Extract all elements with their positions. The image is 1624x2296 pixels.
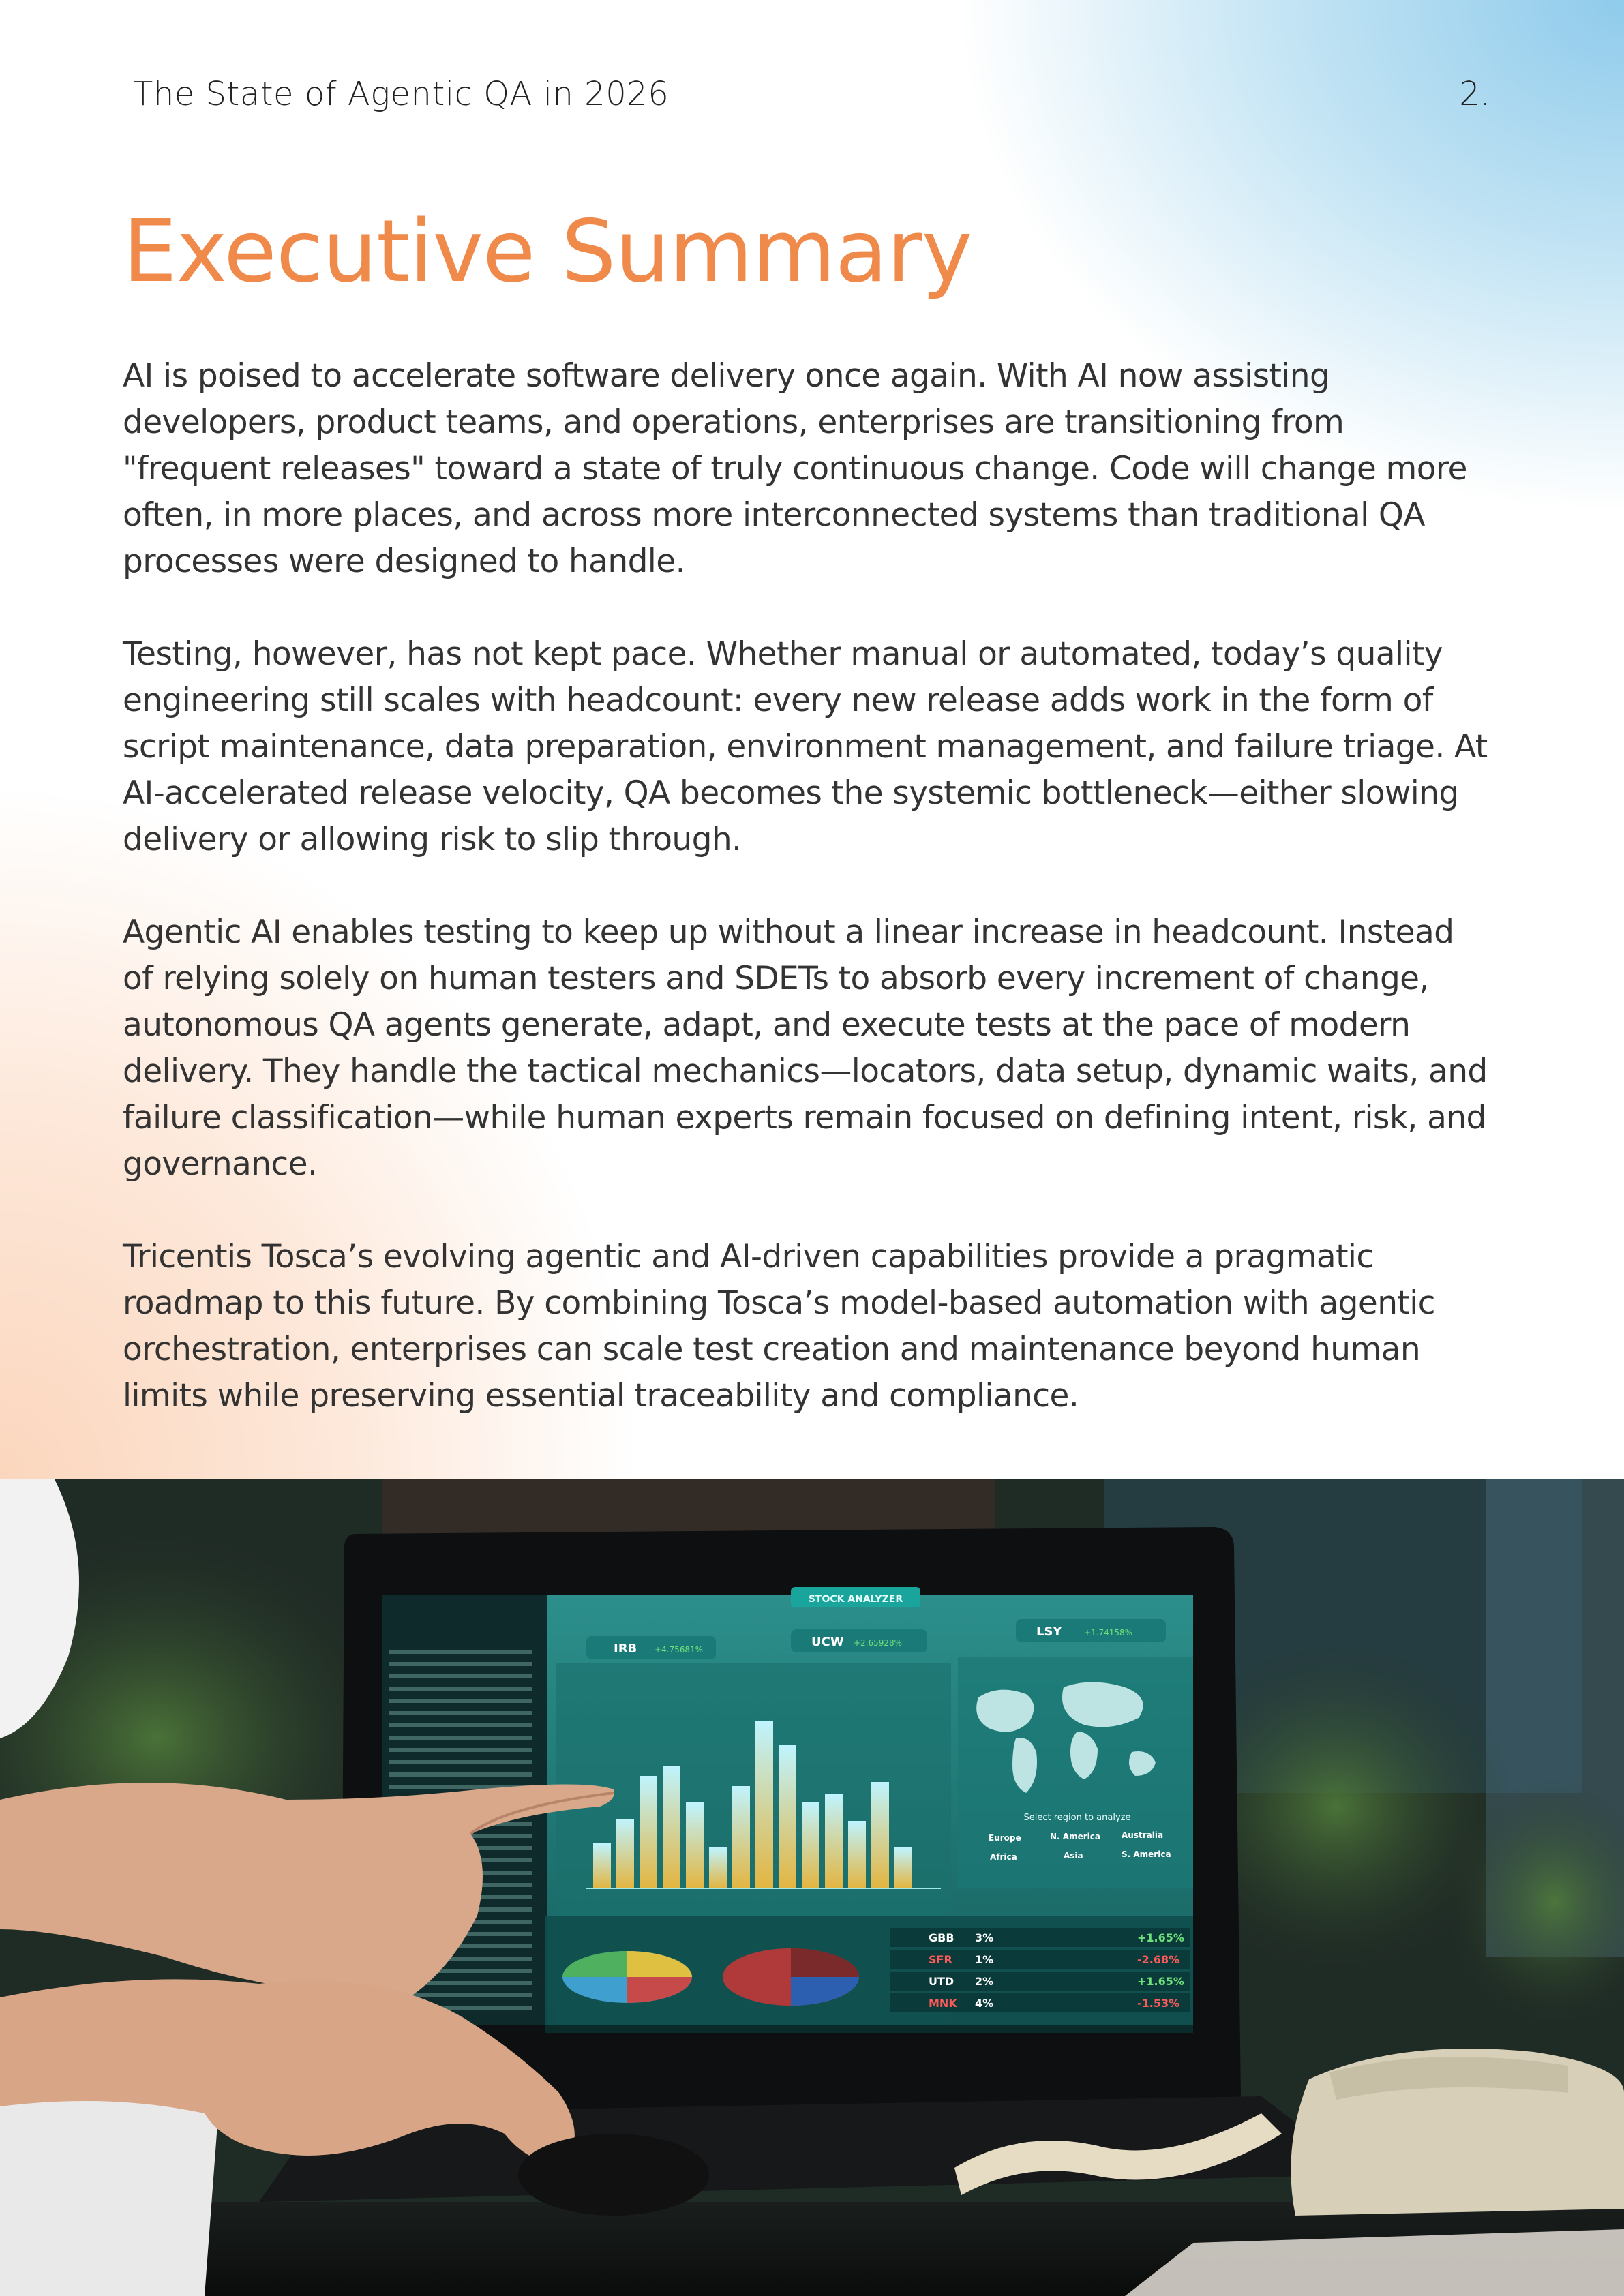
dashboard-bar — [802, 1802, 819, 1888]
table-change: -2.68% — [1137, 1953, 1180, 1966]
svg-text:+2.65928%: +2.65928% — [854, 1638, 903, 1648]
region-europe: Europe — [989, 1833, 1021, 1843]
ticker-line — [389, 1711, 532, 1715]
svg-text:UCW: UCW — [811, 1635, 844, 1649]
running-title: The State of Agentic QA in 2026 — [133, 75, 670, 113]
table-change: -1.53% — [1137, 1997, 1180, 2010]
table-percent: 1% — [975, 1953, 994, 1966]
dashboard-bar — [848, 1821, 866, 1888]
table-code: MNK — [929, 1997, 957, 2010]
ticker-tab-lsy — [1016, 1619, 1166, 1642]
dashboard-bar — [825, 1794, 843, 1888]
dashboard-bar — [894, 1847, 912, 1888]
table-percent: 4% — [975, 1997, 994, 2010]
table-code: GBB — [929, 1931, 954, 1944]
region-n-america: N. America — [1050, 1832, 1100, 1841]
region-s-america: S. America — [1122, 1849, 1171, 1859]
paragraph: Tricentis Tosca’s evolving agentic and AI-driven capabilities provide a pragmatic roadmap to this future. By combining Tosca’s model-based automation with agentic orchestration, enterprises can scale test creation and maintenance beyond human limits while preserving essential traceability and compliance. — [123, 1238, 1435, 1415]
ticker-tab-irb — [586, 1636, 716, 1659]
dashboard-bar — [640, 1776, 657, 1888]
body-text — [123, 353, 1493, 1466]
section-title: Executive Summary — [123, 201, 972, 301]
dashboard-bar — [871, 1782, 889, 1888]
photo-illustration — [0, 1479, 1624, 2296]
ticker-line — [389, 1699, 532, 1703]
dashboard-bar — [779, 1745, 796, 1888]
ticker-tab-ucw — [791, 1629, 927, 1652]
region-australia: Australia — [1122, 1830, 1164, 1840]
table-code: UTD — [929, 1975, 954, 1988]
paragraph: AI is poised to accelerate software delivery once again. With AI now assisting developers, product teams, and operations, enterprises are transitioning from "frequent releases" toward a state of truly continuous change. Code will change more often, in more places, and across more interconnected systems than traditional QA processes were designed to handle. — [123, 357, 1467, 580]
table-change: +1.65% — [1137, 1931, 1184, 1944]
dashboard-bar — [755, 1721, 773, 1888]
ticker-line — [389, 1687, 532, 1691]
ticker-line — [389, 1650, 532, 1654]
ticker-line — [389, 1748, 532, 1752]
map-prompt: Select region to analyze — [1023, 1813, 1131, 1823]
dashboard-bar — [709, 1847, 727, 1888]
region-africa: Africa — [990, 1852, 1017, 1862]
page-number: 2. — [1459, 75, 1490, 113]
region-asia: Asia — [1064, 1851, 1083, 1860]
table-percent: 2% — [975, 1975, 994, 1988]
svg-text:+4.75681%: +4.75681% — [655, 1645, 704, 1655]
dashboard-bar — [616, 1819, 634, 1888]
dashboard-bar — [593, 1843, 611, 1888]
dashboard-bar — [663, 1766, 680, 1888]
ticker-line — [389, 1736, 532, 1740]
ticker-line — [389, 1662, 532, 1666]
pie-chart-left — [562, 1951, 692, 2003]
table-percent: 3% — [975, 1931, 994, 1944]
table-change: +1.65% — [1137, 1975, 1184, 1988]
svg-text:IRB: IRB — [614, 1642, 637, 1656]
office-photo — [0, 1479, 1624, 2296]
svg-text:+1.74158%: +1.74158% — [1084, 1628, 1133, 1637]
pie-chart-right — [723, 1948, 859, 2006]
dashboard-bar — [686, 1802, 704, 1888]
ticker-line — [389, 1772, 532, 1777]
dashboard-bar — [732, 1786, 750, 1888]
table-code: SFR — [929, 1953, 952, 1966]
dashboard-title: STOCK ANALYZER — [808, 1594, 903, 1605]
svg-text:LSY: LSY — [1036, 1625, 1062, 1639]
paragraph: Agentic AI enables testing to keep up without a linear increase in headcount. Instead of relying solely on human testers and SDETs to absorb every increment of change, autonomous QA agents generate, adapt, and execute tests at the pace of modern delivery. They handle the tactical mechanics—locators, data setup, dynamic waits, and failure classification—while human experts remain focused on defining intent, risk, and governance. — [123, 913, 1488, 1183]
ticker-line — [389, 1674, 532, 1678]
ticker-line — [389, 1723, 532, 1727]
paragraph: Testing, however, has not kept pace. Whether manual or automated, today’s quality engineering still scales with headcount: every new release adds work in the form of script maintenance, data preparation, environment management, and failure triage. At AI-accelerated release velocity, QA becomes the systemic bottleneck—either slowing delivery or allowing risk to slip through. — [123, 635, 1488, 858]
ticker-line — [389, 1760, 532, 1764]
